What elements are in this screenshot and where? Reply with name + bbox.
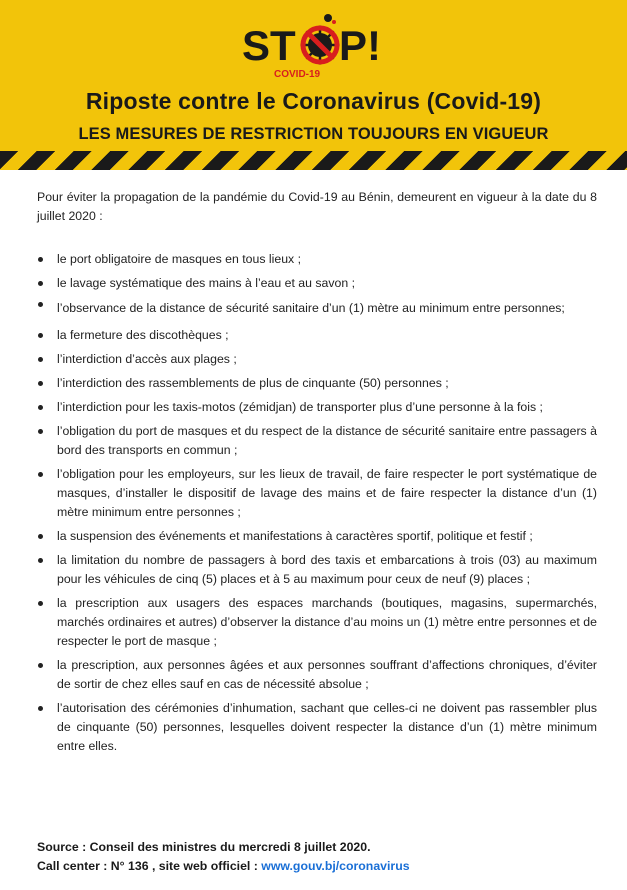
list-item: l’interdiction des rassemblements de plus de cinquante (50) personnes ; — [37, 374, 597, 393]
call-center-line — [37, 857, 597, 876]
logo-word-start: ST — [242, 22, 296, 69]
main-content — [37, 188, 597, 761]
virus-stop-icon — [300, 14, 339, 65]
list-item: l’autorisation des cérémonies d’inhumation, sachant que celles-ci ne doivent pas rassembler plus de cinquante (50) personnes, lesquelles doivent respecter la distance d’un (1) mètre minimum entre elles. — [37, 699, 597, 756]
list-item: l’observance de la distance de sécurité sanitaire d’un (1) mètre au minimum entre personnes; — [37, 295, 597, 321]
list-item: l’obligation du port de masques et du respect de la distance de sécurité sanitaire entre passagers à bord des transports en commun ; — [37, 422, 597, 460]
list-item: l’interdiction d’accès aux plages ; — [37, 350, 597, 369]
measures-list — [37, 250, 597, 756]
list-item: l’obligation pour les employeurs, sur les lieux de travail, de faire respecter le port systématique de masques, d’installer le dispositif de lavage des mains et de faire respecter la distance d’un (1) mètre minimum entre personnes ; — [37, 465, 597, 522]
list-item: le port obligatoire de masques en tous lieux ; — [37, 250, 597, 269]
page-subtitle: LES MESURES DE RESTRICTION TOUJOURS EN VIGUEUR — [78, 125, 549, 143]
logo-word-end: P! — [339, 22, 381, 69]
list-item: la limitation du nombre de passagers à bord des taxis et embarcations à trois (03) au maximum pour les véhicules de cinq (5) places et à 5 au maximum pour ceux de neuf (9) places ; — [37, 551, 597, 589]
source-line: Source : Conseil des ministres du mercredi 8 juillet 2020. — [37, 840, 371, 854]
intro-paragraph: Pour éviter la propagation de la pandémie du Covid-19 au Bénin, demeurent en vigueur à la date du 8 juillet 2020 : — [37, 190, 597, 223]
header-banner — [0, 0, 627, 170]
stop-covid-logo — [236, 10, 396, 82]
page-title: Riposte contre le Coronavirus (Covid-19) — [85, 88, 542, 114]
list-item: l’interdiction pour les taxis-motos (zémidjan) de transporter plus d’une personne à la fois ; — [37, 398, 597, 417]
hazard-stripes — [0, 151, 627, 170]
footer — [37, 838, 597, 876]
list-item: la fermeture des discothèques ; — [37, 326, 597, 345]
call-center-text: Call center : N° 136 , site web officiel : — [37, 859, 262, 873]
website-link[interactable]: www.gouv.bj/coronavirus — [261, 859, 410, 873]
list-item: la suspension des événements et manifestations à caractères sportif, politique et festif ; — [37, 527, 597, 546]
list-item: la prescription, aux personnes âgées et aux personnes souffrant d’affections chroniques, d’éviter de sortir de chez elles sauf en cas de nécessité absolue ; — [37, 656, 597, 694]
list-item: le lavage systématique des mains à l’eau et au savon ; — [37, 274, 597, 293]
list-item: la prescription aux usagers des espaces marchands (boutiques, magasins, supermarchés, marchés ordinaires et autres) d’observer la distance d’au moins un (1) mètre entre personnes et de respecter le port de masque ; — [37, 594, 597, 651]
logo-covid-tag: COVID-19 — [274, 69, 321, 80]
